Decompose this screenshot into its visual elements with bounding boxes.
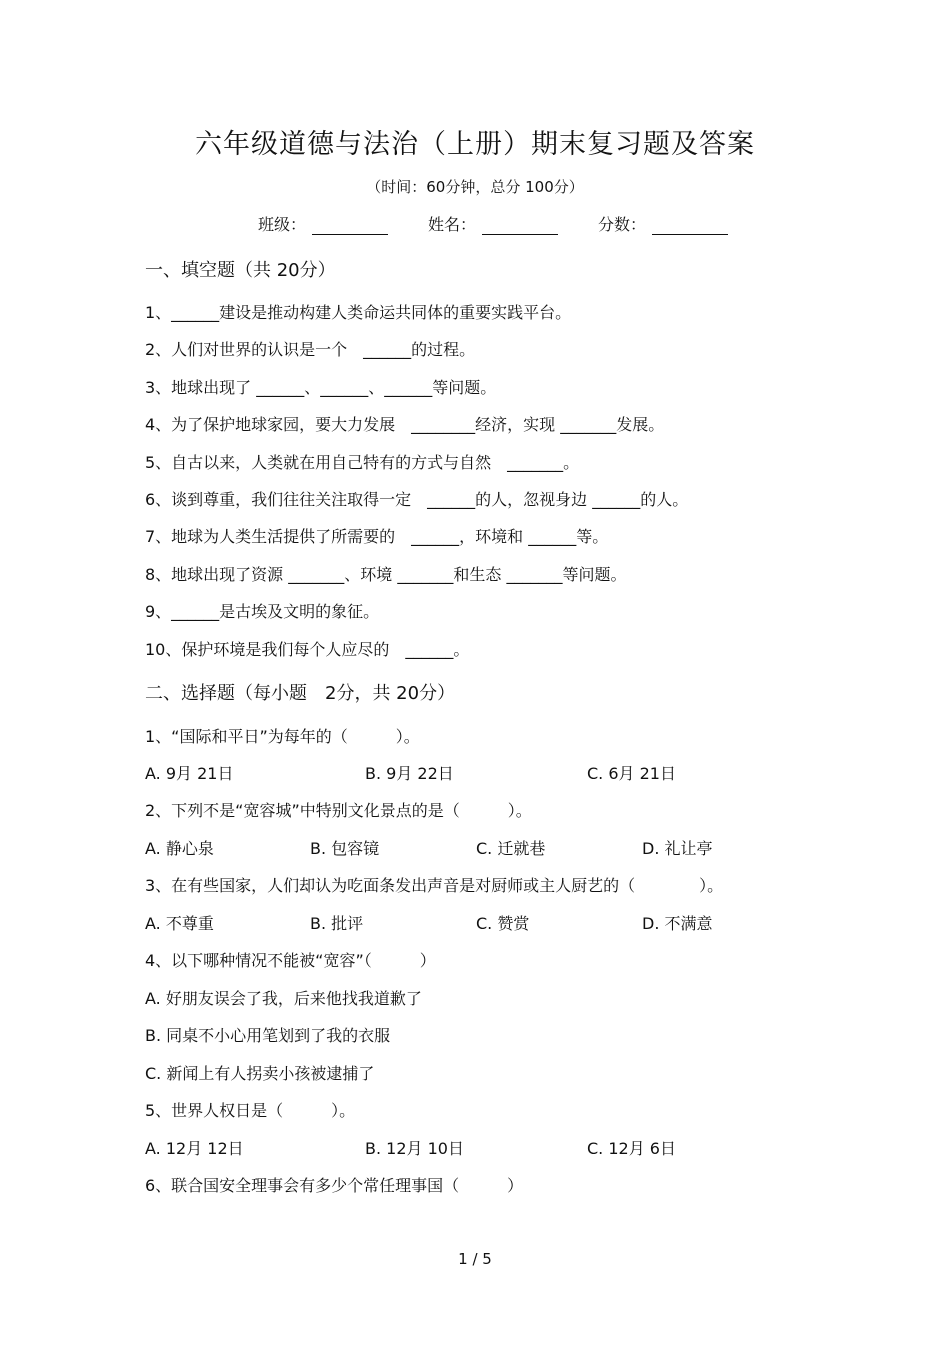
- choice-question-1: 1、“国际和平日”为每年的（ ）。: [145, 727, 420, 746]
- question-4-option-c: C. 新闻上有人拐卖小孩被逮捕了: [145, 1064, 375, 1083]
- fill-question-7: 7、地球为人类生活提供了所需要的 ______，环境和 ______等。: [145, 527, 609, 546]
- option-b: B. 9月 22日: [365, 764, 454, 783]
- fill-question-8: 8、地球出现了资源 _______、环境 _______和生态 _______等问题。: [145, 565, 627, 584]
- choice-question-4: 4、以下哪种情况不能被“宽容”（ ）: [145, 951, 436, 970]
- fill-question-3: 3、地球出现了 ______、______、______等问题。: [145, 378, 497, 397]
- fill-question-5: 5、自古以来，人类就在用自己特有的方式与自然 _______。: [145, 453, 580, 472]
- fill-question-10: 10、保护环境是我们每个人应尽的 ______。: [145, 640, 470, 659]
- option-d: D. 礼让亭: [642, 839, 713, 858]
- choice-question-3: 3、在有些国家，人们却认为吃面条发出声音是对厨师或主人厨艺的（ ）。: [145, 876, 724, 895]
- option-b: B. 12月 10日: [365, 1139, 464, 1158]
- section-choice-heading: 二、选择题（每小题 2分，共 20分）: [145, 683, 456, 704]
- fill-question-6: 6、谈到尊重，我们往往关注取得一定 ______的人，忽视身边 ______的人。: [145, 490, 689, 509]
- choice-question-2: 2、下列不是“宽容城”中特别文化景点的是（ ）。: [145, 801, 532, 820]
- name-label: 姓名：: [428, 215, 477, 234]
- option-a: A. 静心泉: [145, 839, 214, 858]
- fill-question-2: 2、人们对世界的认识是一个 ______的过程。: [145, 340, 476, 359]
- question-4-option-a: A. 好朋友误会了我，后来他找我道歉了: [145, 989, 422, 1008]
- exam-duration-score: （时间：60分钟，总分 100分）: [366, 178, 584, 196]
- name-field: [428, 212, 558, 235]
- fill-question-4: 4、为了保护地球家园，要大力发展 ________经济，实现 _______发展。: [145, 415, 665, 434]
- option-b: B. 包容镜: [310, 839, 380, 858]
- score-blank: [652, 216, 728, 235]
- option-c: C. 赞赏: [476, 914, 530, 933]
- class-field: [258, 212, 388, 235]
- option-a: A. 不尊重: [145, 914, 214, 933]
- option-a: A. 9月 21日: [145, 764, 234, 783]
- section-fill-in-heading: 一、填空题（共 20分）: [145, 260, 336, 281]
- choice-question-6: 6、联合国安全理事会有多少个常任理事国（ ）: [145, 1176, 524, 1195]
- class-blank: [312, 216, 388, 235]
- name-blank: [482, 216, 558, 235]
- fill-question-1: 1、______建设是推动构建人类命运共同体的重要实践平台。: [145, 303, 572, 322]
- class-label: 班级：: [258, 215, 307, 234]
- option-b: B. 批评: [310, 914, 364, 933]
- option-d: D. 不满意: [642, 914, 713, 933]
- score-label: 分数：: [598, 215, 647, 234]
- option-c: C. 6月 21日: [587, 764, 676, 783]
- fill-question-9: 9、______是古埃及文明的象征。: [145, 602, 380, 621]
- option-c: C. 12月 6日: [587, 1139, 676, 1158]
- student-info-line: [258, 212, 728, 235]
- choice-question-5: 5、世界人权日是（ ）。: [145, 1101, 356, 1120]
- question-4-option-b: B. 同桌不小心用笔划到了我的衣服: [145, 1026, 391, 1045]
- option-c: C. 迁就巷: [476, 839, 546, 858]
- score-field: [598, 212, 728, 235]
- page-number: 1 / 5: [458, 1250, 492, 1268]
- option-a: A. 12月 12日: [145, 1139, 244, 1158]
- page-title: 六年级道德与法治（上册）期末复习题及答案: [195, 129, 755, 160]
